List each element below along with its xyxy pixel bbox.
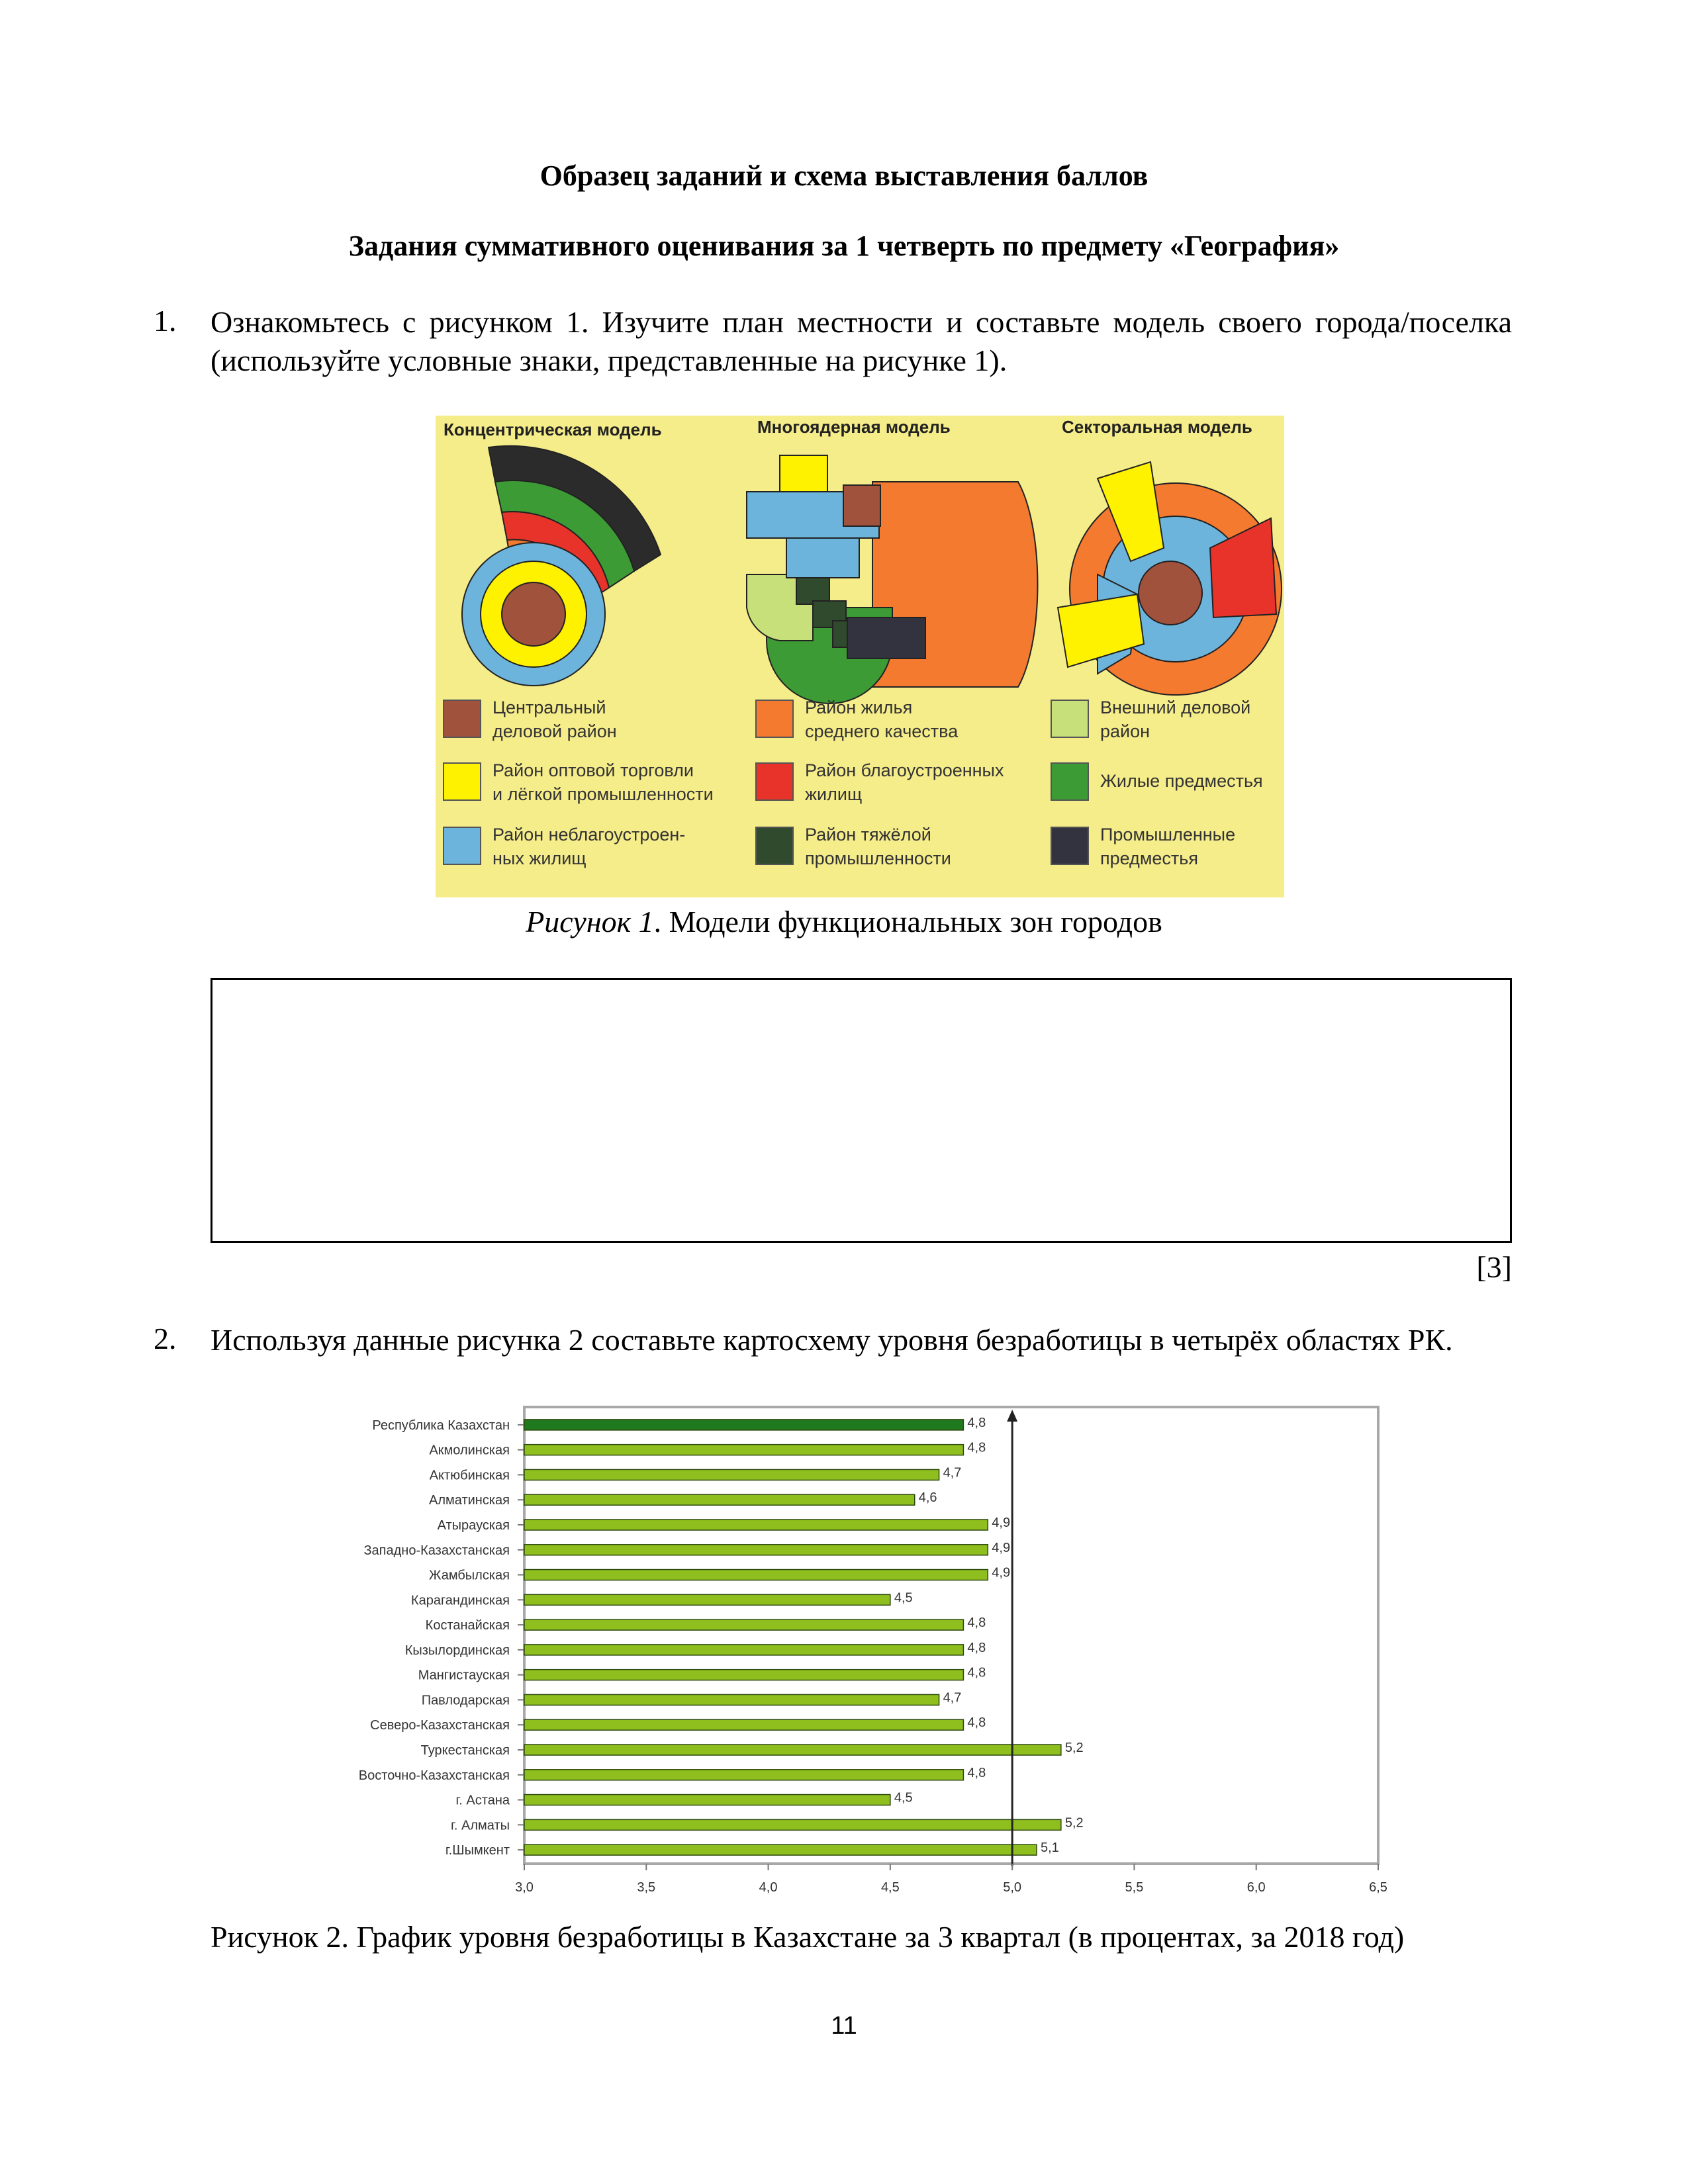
value-label: 4,8	[967, 1640, 986, 1655]
x-tick-label: 4,0	[759, 1880, 778, 1895]
bar	[524, 1745, 1061, 1755]
legend-label: и лёгкой промышленности	[492, 784, 714, 804]
legend-swatch	[1051, 763, 1088, 800]
legend-label: среднего качества	[805, 721, 959, 741]
figure1-title-concentric: Концентрическая модель	[444, 420, 662, 439]
value-label: 4,9	[992, 1516, 1011, 1530]
bar	[524, 1670, 963, 1680]
task1-number: 1.	[154, 304, 177, 338]
legend-swatch	[756, 700, 793, 737]
bar	[524, 1795, 890, 1805]
bar	[524, 1594, 890, 1605]
bar	[524, 1520, 988, 1530]
value-label: 4,7	[943, 1690, 962, 1706]
category-label: Жамбылская	[429, 1568, 510, 1583]
legend-label: Жилые предместья	[1100, 771, 1263, 791]
value-label: 4,9	[992, 1565, 1011, 1580]
figure1-city-models	[436, 416, 1284, 897]
legend-label: предместья	[1100, 848, 1198, 868]
category-label: Республика Казахстан	[372, 1418, 510, 1433]
x-tick-label: 5,5	[1125, 1880, 1144, 1895]
value-label: 4,6	[918, 1490, 937, 1506]
page-title: Образец заданий и схема выставления баллов	[539, 159, 1149, 192]
value-label: 4,8	[967, 1415, 986, 1430]
figure2-caption: Рисунок 2. График уровня безработицы в Казахстане за 3 квартал (в процентах, за 2018 год)	[211, 1920, 1405, 1954]
page-subtitle: Задания суммативного оценивания за 1 четверть по предмету «География»	[348, 230, 1340, 262]
category-label: Атырауская	[437, 1518, 510, 1533]
category-label: г. Астана	[455, 1793, 510, 1808]
value-label: 4,8	[967, 1665, 986, 1680]
bar	[524, 1570, 988, 1580]
legend-label: жилищ	[805, 784, 863, 804]
bar	[524, 1494, 915, 1505]
figure1-title-multinuclear: Многоядерная модель	[757, 417, 951, 437]
legend-label: ных жилищ	[492, 848, 586, 868]
bar	[524, 1819, 1061, 1830]
page-number: 11	[831, 2012, 857, 2040]
bar	[524, 1694, 939, 1705]
legend-swatch	[756, 827, 793, 864]
legend-swatch	[756, 763, 793, 800]
value-label: 4,8	[967, 1440, 986, 1455]
category-label: Западно-Казахстанская	[363, 1543, 510, 1558]
legend-label: Внешний деловой	[1100, 698, 1251, 717]
x-tick-label: 3,5	[637, 1880, 656, 1895]
task1-score: [3]	[1476, 1250, 1512, 1284]
category-label: Туркестанская	[420, 1743, 510, 1758]
legend-label: Промышленные	[1100, 825, 1236, 844]
value-label: 5,1	[1041, 1841, 1059, 1856]
legend-label: промышленности	[805, 848, 951, 868]
x-tick-label: 3,0	[515, 1880, 534, 1895]
figure1-caption	[0, 904, 1688, 939]
value-label: 4,5	[894, 1790, 913, 1805]
task2-text: Используя данные рисунка 2 составьте картосхему уровня безработицы в четырёх областях РК.	[211, 1323, 1453, 1357]
value-label: 4,9	[992, 1540, 1011, 1555]
value-label: 5,2	[1064, 1741, 1084, 1755]
bar	[524, 1719, 963, 1730]
figure1-caption-label: Рисунок 1	[526, 905, 654, 938]
legend-swatch	[444, 827, 481, 864]
bar	[524, 1619, 963, 1630]
category-label: Мангистауская	[418, 1668, 510, 1683]
category-label: Костанайская	[425, 1618, 510, 1633]
value-label: 4,7	[943, 1465, 962, 1480]
legend-label: Район оптовой торговли	[492, 760, 694, 780]
bar	[524, 1420, 963, 1430]
legend-label: Район жилья	[805, 698, 913, 717]
bar	[524, 1844, 1037, 1855]
value-label: 4,8	[967, 1715, 986, 1731]
legend-label: деловой район	[492, 721, 617, 741]
category-label: Павлодарская	[421, 1693, 510, 1708]
x-tick-label: 6,0	[1246, 1880, 1266, 1895]
value-label: 4,8	[967, 1615, 986, 1631]
legend-swatch	[1051, 700, 1088, 737]
value-label: 4,5	[894, 1590, 913, 1606]
bar	[524, 1770, 963, 1780]
x-tick-label: 4,5	[880, 1880, 900, 1895]
category-label: Северо-Казахстанская	[370, 1718, 510, 1733]
bar	[524, 1545, 988, 1555]
reference-arrow-head	[1007, 1410, 1017, 1422]
legend-swatch	[1051, 827, 1088, 864]
legend-swatch	[444, 763, 481, 800]
answer-box[interactable]	[211, 978, 1512, 1243]
category-label: г. Алматы	[451, 1818, 510, 1833]
task1-text: Ознакомьтесь с рисунком 1. Изучите план местности и составьте модель своего города/поселка (используйте условные знаки, представленные на рисунке 1).	[211, 305, 1512, 377]
legend-swatch	[444, 700, 481, 737]
multinuclear-model-diagram	[747, 455, 1037, 704]
category-label: Алматинская	[429, 1493, 510, 1508]
sectoral-model-diagram	[1058, 462, 1282, 695]
legend-label: Район благоустроенных	[805, 760, 1004, 780]
category-label: Восточно-Казахстанская	[358, 1768, 510, 1783]
legend-label: Район тяжёлой	[805, 825, 931, 844]
x-tick-label: 6,5	[1369, 1880, 1387, 1895]
value-label: 4,8	[967, 1765, 986, 1780]
category-label: Актюбинская	[429, 1468, 510, 1483]
figure1-legend	[444, 698, 1263, 868]
legend-label: Центральный	[492, 698, 606, 717]
category-label: Кызылординская	[404, 1643, 510, 1658]
legend-label: район	[1100, 721, 1150, 741]
concentric-model-diagram	[462, 446, 661, 686]
figure1-title-sectoral: Секторальная модель	[1062, 417, 1252, 437]
bar	[524, 1469, 939, 1480]
value-label: 5,2	[1064, 1815, 1084, 1831]
category-label: Карагандинская	[410, 1593, 510, 1608]
figure2-unemployment-chart	[291, 1394, 1436, 1910]
bar	[524, 1645, 963, 1655]
figure1-caption-text: . Модели функциональных зон городов	[653, 905, 1162, 938]
category-label: Акмолинская	[429, 1443, 510, 1458]
x-tick-label: 5,0	[1003, 1880, 1022, 1895]
category-label: г.Шымкент	[445, 1843, 510, 1858]
bar	[524, 1445, 963, 1455]
task2-number: 2.	[154, 1322, 177, 1355]
legend-label: Район неблагоустроен-	[492, 825, 686, 844]
